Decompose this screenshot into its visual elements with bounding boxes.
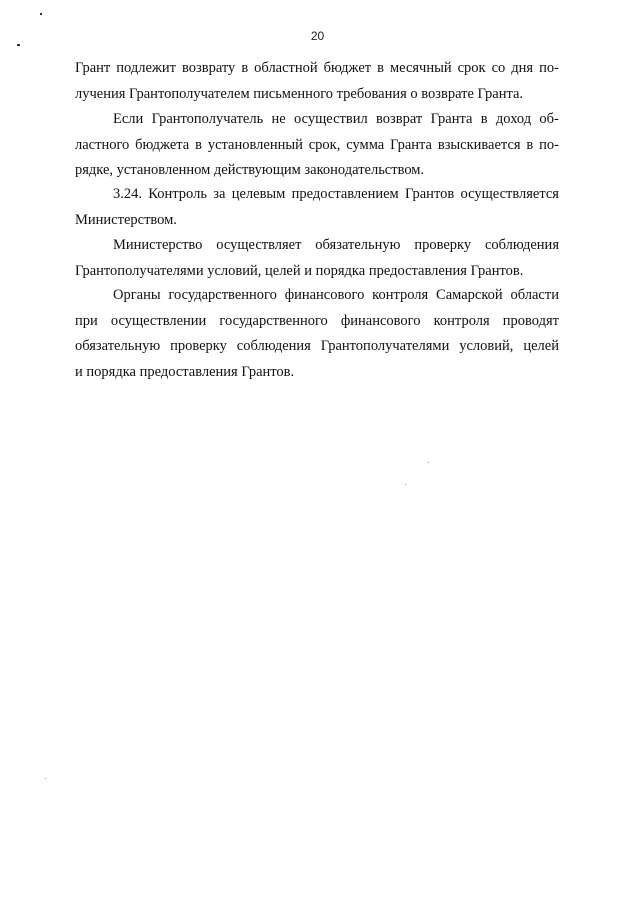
page-number: 20	[310, 29, 325, 43]
text-line: обязательную проверку соблюдения Грантополучателями условий, целей	[75, 338, 559, 354]
text-line: Органы государственного финансового контроля Самарской области	[113, 287, 559, 303]
paragraph-ministry-check	[75, 233, 559, 284]
paragraph-grant-recovery	[75, 107, 559, 184]
scan-speck	[40, 13, 42, 15]
scan-speck	[45, 778, 46, 779]
paragraph-grant-return	[75, 56, 559, 107]
text-line: Министерство осуществляет обязательную проверку соблюдения	[113, 237, 559, 253]
text-line: лучения Грантополучателем письменного требования о возврате Гранта.	[75, 85, 524, 102]
paragraph-financial-control	[75, 283, 559, 385]
text-line: Грантополучателями условий, целей и порядка предоставления Грантов.	[75, 262, 524, 279]
text-line: ластного бюджета в установленный срок, сумма Гранта взыскивается в по-	[75, 136, 559, 153]
paragraph-control-3-24	[75, 182, 559, 233]
text-line: и порядка предоставления Грантов.	[75, 363, 295, 380]
text-line: при осуществлении государственного финансового контроля проводят	[75, 312, 559, 329]
text-line: Министерством.	[75, 211, 177, 228]
text-line: Грант подлежит возврату в областной бюджет в месячный срок со дня по-	[75, 60, 559, 76]
text-line: 3.24. Контроль за целевым предоставлением Грантов осуществляется	[113, 186, 559, 202]
scan-speck	[17, 44, 20, 46]
text-line: рядке, установленном действующим законодательством.	[75, 162, 425, 178]
scan-speck	[428, 462, 429, 463]
text-line: Если Грантополучатель не осуществил возврат Гранта в доход об-	[113, 111, 559, 127]
scan-speck	[405, 484, 406, 485]
